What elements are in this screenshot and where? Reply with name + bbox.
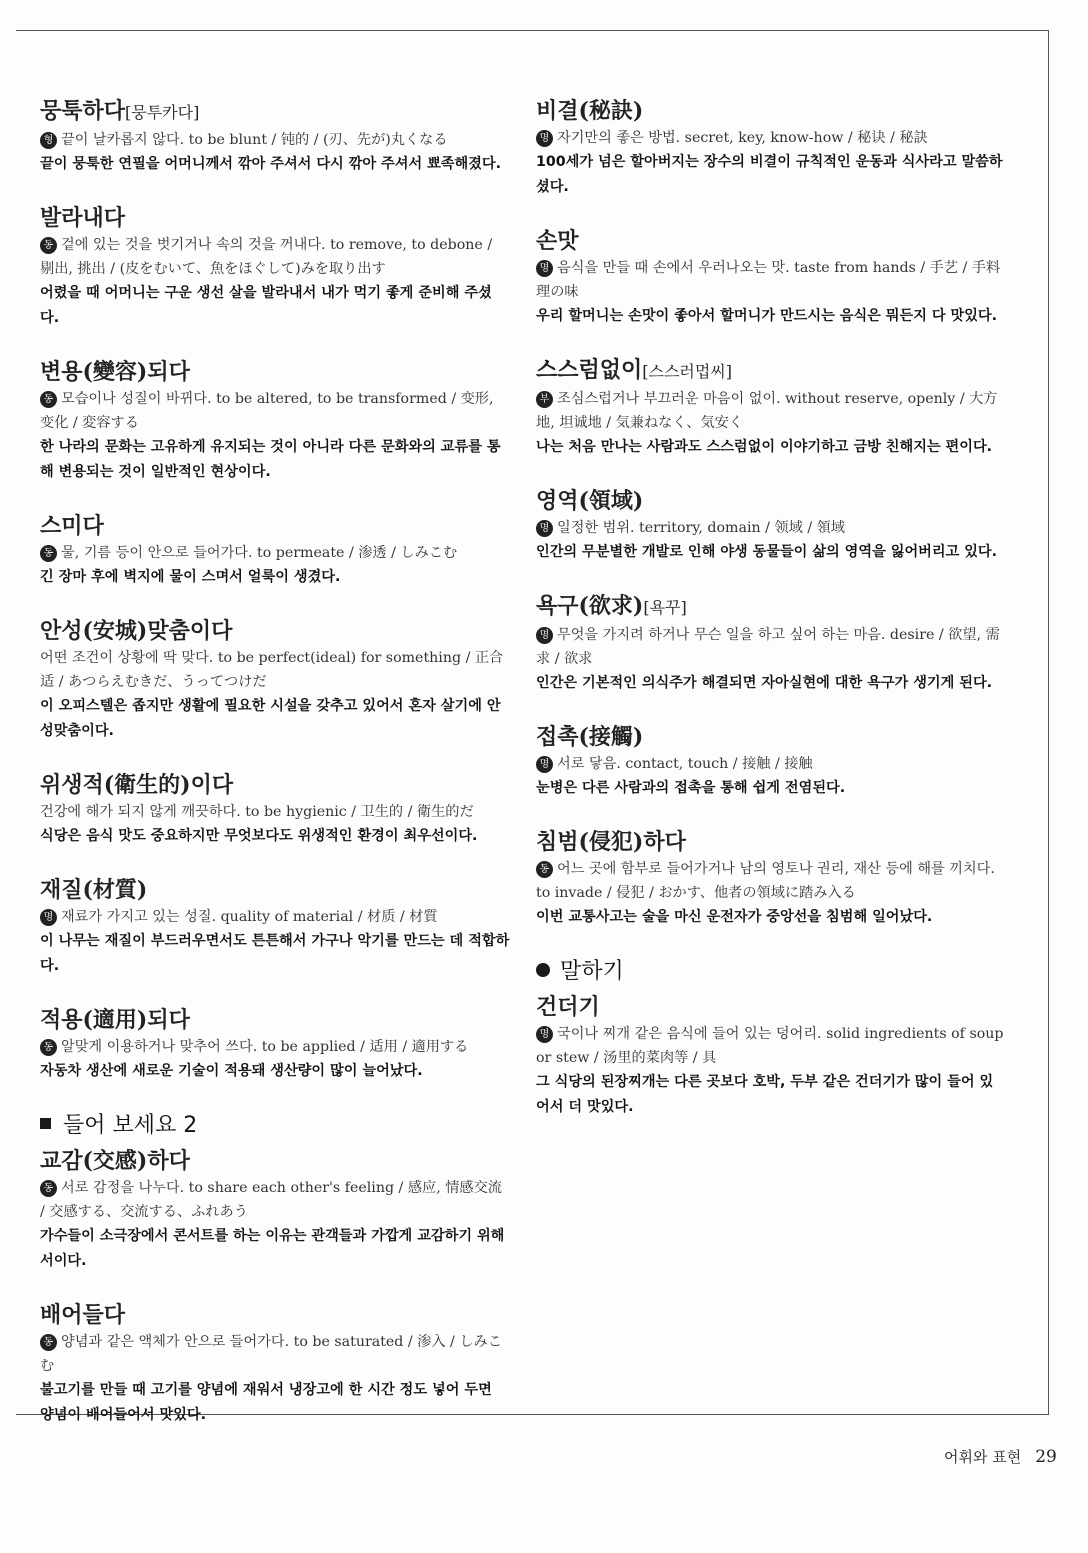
entry-definition <box>536 126 1006 150</box>
vocab-entry <box>536 96 1006 200</box>
entry-headword <box>536 96 1006 126</box>
entry-headword <box>40 1005 510 1035</box>
page-footer <box>944 1446 1057 1467</box>
example-sentence: 가수들이 소극장에서 콘서트를 하는 이유는 관객들과 가깝게 교감하기 위해서이다. <box>40 1228 505 1269</box>
right-rule <box>1048 30 1049 1415</box>
top-rule <box>16 30 1049 31</box>
headword-text: 비결(秘訣) <box>536 98 644 124</box>
entry-definition <box>40 800 510 824</box>
headword-text: 재질(材質) <box>40 877 148 903</box>
example-sentence: 눈병은 다른 사람과의 접촉을 통해 쉽게 전염된다. <box>536 780 846 796</box>
vocab-entry <box>536 486 1006 565</box>
example-sentence: 이 오피스텔은 좁지만 생활에 필요한 시설을 갖추고 있어서 혼자 살기에 안성맞춤이다. <box>40 698 501 739</box>
entry-definition <box>536 516 1006 540</box>
entry-definition <box>536 1022 1006 1070</box>
entry-definition <box>40 646 510 694</box>
part-of-speech-badge: 동 <box>40 1180 57 1197</box>
headword-text: 욕구(欲求) <box>536 593 644 619</box>
listen-2-entry-list <box>40 1146 510 1428</box>
part-of-speech-badge: 명 <box>536 627 553 644</box>
vocab-entry <box>40 770 510 849</box>
example-sentence: 이번 교통사고는 술을 마신 운전자가 중앙선을 침범해 일어났다. <box>536 909 933 925</box>
entry-headword <box>40 875 510 905</box>
vocab-entry <box>536 591 1006 696</box>
definition-text: 국이나 찌개 같은 음식에 들어 있는 덩어리. solid ingredients of soup or stew / 汤里的菜肉等 / 具 <box>536 1026 1004 1066</box>
entry-definition <box>40 1176 510 1224</box>
definition-text: 겉에 있는 것을 벗기거나 속의 것을 꺼내다. to remove, to debone / 剔出, 挑出 / (皮をむいて、魚をほぐして)みを取り出す <box>40 237 493 277</box>
vocab-entry <box>536 355 1006 460</box>
headword-text: 안성(安城)맞춤이다 <box>40 618 233 644</box>
part-of-speech-badge: 형 <box>40 132 57 149</box>
entry-headword <box>40 511 510 541</box>
entry-headword <box>40 96 510 128</box>
headword-text: 교감(交感)하다 <box>40 1148 190 1174</box>
example-sentence: 긴 장마 후에 벽지에 물이 스며서 얼룩이 생겼다. <box>40 569 341 585</box>
speaking-entry-list <box>536 992 1006 1120</box>
circle-bullet-icon <box>536 963 550 977</box>
vocab-entry <box>536 992 1006 1120</box>
footer-section-label: 어휘와 표현 <box>944 1448 1022 1466</box>
entry-definition <box>40 905 510 929</box>
part-of-speech-badge: 명 <box>536 130 553 147</box>
example-sentence: 자동차 생산에 새로운 기술이 적용돼 생산량이 많이 늘어났다. <box>40 1063 423 1079</box>
definition-text: 음식을 만들 때 손에서 우러나오는 맛. taste from hands / 手艺 / 手料理の味 <box>536 260 1001 300</box>
example-sentence: 인간은 기본적인 의식주가 해결되면 자아실현에 대한 욕구가 생기게 된다. <box>536 675 993 691</box>
definition-text: 어떤 조건이 상황에 딱 맞다. to be perfect(ideal) for something / 正合适 / あつらえむきだ、うってつけだ <box>40 650 504 690</box>
example-sentence: 이 나무는 재질이 부드러우면서도 튼튼해서 가구나 악기를 만드는 데 적합하다. <box>40 933 510 974</box>
vocab-entry <box>40 357 510 485</box>
part-of-speech-badge: 동 <box>40 237 57 254</box>
definition-text: 건강에 해가 되지 않게 깨끗하다. to be hygienic / 卫生的 / 衛生的だ <box>40 804 474 820</box>
headword-text: 뭉툭하다 <box>40 98 126 124</box>
section-heading-speaking: 말하기 <box>536 956 1006 988</box>
definition-text: 조심스럽거나 부끄러운 마음이 없이. without reserve, openly / 大方地, 坦诚地 / 気兼ねなく、気安く <box>536 391 998 431</box>
definition-text: 모습이나 성질이 바뀌다. to be altered, to be transformed / 变形, 变化 / 変容する <box>40 391 494 431</box>
right-entry-list <box>536 96 1006 930</box>
vocab-entry <box>40 875 510 979</box>
entry-headword <box>40 616 510 646</box>
vocab-entry <box>536 722 1006 801</box>
pronunciation: [욕꾸] <box>643 598 687 617</box>
entry-headword <box>40 1300 510 1330</box>
entry-headword <box>536 722 1006 752</box>
section-heading-listen-2: 들어 보세요 2 <box>40 1110 510 1142</box>
example-sentence: 어렸을 때 어머니는 구운 생선 살을 발라내서 내가 먹기 좋게 준비해 주셨다. <box>40 285 492 326</box>
pronunciation: [스스러멉씨] <box>642 362 733 381</box>
vocab-entry <box>40 1300 510 1428</box>
entry-headword <box>536 486 1006 516</box>
headword-text: 발라내다 <box>40 205 126 231</box>
entry-headword <box>536 992 1006 1022</box>
part-of-speech-badge: 동 <box>40 1039 57 1056</box>
part-of-speech-badge: 동 <box>40 391 57 408</box>
left-column <box>40 96 510 1454</box>
headword-text: 위생적(衛生的)이다 <box>40 772 234 798</box>
vocab-entry <box>536 827 1006 930</box>
entry-definition <box>536 256 1006 304</box>
entry-headword <box>40 203 510 233</box>
entry-definition <box>40 1330 510 1378</box>
pronunciation: [뭉투카다] <box>125 103 200 122</box>
entry-definition <box>536 387 1006 435</box>
definition-text: 끝이 날카롭지 않다. to be blunt / 钝的 / (刃、先が)丸くなる <box>61 132 448 148</box>
entry-headword <box>536 226 1006 256</box>
example-sentence: 끝이 뭉툭한 연필을 어머니께서 깎아 주셔서 다시 깎아 주셔서 뾰족해졌다. <box>40 156 501 172</box>
example-sentence: 그 식당의 된장찌개는 다른 곳보다 호박, 두부 같은 건더기가 많이 들어 있어서 더 맛있다. <box>536 1074 994 1115</box>
vocab-entry <box>40 1005 510 1084</box>
part-of-speech-badge: 명 <box>536 1026 553 1043</box>
definition-text: 무엇을 가지려 하거나 무슨 일을 하고 싶어 하는 마음. desire / 欲望, 需求 / 欲求 <box>536 627 1000 667</box>
example-sentence: 나는 처음 만나는 사람과도 스스럼없이 이야기하고 금방 친해지는 편이다. <box>536 439 993 455</box>
headword-text: 스스럼없이 <box>536 357 643 383</box>
definition-text: 물, 기름 등이 안으로 들어가다. to permeate / 渗透 / しみこむ <box>61 545 458 561</box>
entry-definition <box>40 541 510 565</box>
vocab-entry <box>40 1146 510 1274</box>
headword-text: 침범(侵犯)하다 <box>536 829 686 855</box>
vocab-entry <box>40 96 510 177</box>
headword-text: 건더기 <box>536 994 600 1020</box>
headword-text: 스미다 <box>40 513 104 539</box>
headword-text: 영역(領域) <box>536 488 644 514</box>
entry-definition <box>40 128 510 152</box>
vocab-entry <box>40 616 510 744</box>
part-of-speech-badge: 부 <box>536 391 553 408</box>
entry-headword <box>40 770 510 800</box>
part-of-speech-badge: 동 <box>40 1334 57 1351</box>
entry-definition <box>40 387 510 435</box>
definition-text: 서로 감정을 나누다. to share each other's feeling / 感应, 情感交流 / 交感する、交流する、ふれあう <box>40 1180 502 1220</box>
vocab-entry <box>40 511 510 590</box>
definition-text: 자기만의 좋은 방법. secret, key, know-how / 秘诀 / 秘訣 <box>557 130 928 146</box>
headword-text: 배어들다 <box>40 1302 126 1328</box>
headword-text: 변용(變容)되다 <box>40 359 190 385</box>
definition-text: 알맞게 이용하거나 맞추어 쓰다. to be applied / 适用 / 適用する <box>61 1039 469 1055</box>
part-of-speech-badge: 명 <box>40 909 57 926</box>
part-of-speech-badge: 명 <box>536 260 553 277</box>
entry-definition <box>40 233 510 281</box>
definition-text: 일정한 범위. territory, domain / 领域 / 領域 <box>557 520 845 536</box>
part-of-speech-badge: 동 <box>40 545 57 562</box>
definition-text: 양념과 같은 액체가 안으로 들어가다. to be saturated / 渗入 / しみこむ <box>40 1334 502 1374</box>
part-of-speech-badge: 명 <box>536 756 553 773</box>
entry-headword <box>536 827 1006 857</box>
headword-text: 적용(適用)되다 <box>40 1007 190 1033</box>
left-entry-list <box>40 96 510 1084</box>
vocab-entry <box>40 203 510 331</box>
entry-definition <box>40 1035 510 1059</box>
part-of-speech-badge: 명 <box>536 520 553 537</box>
part-of-speech-badge: 동 <box>536 861 553 878</box>
entry-definition <box>536 857 1006 905</box>
headword-text: 손맛 <box>536 228 579 254</box>
example-sentence: 인간의 무분별한 개발로 인해 야생 동물들이 삶의 영역을 잃어버리고 있다. <box>536 544 997 560</box>
entry-definition <box>536 623 1006 671</box>
example-sentence: 불고기를 만들 때 고기를 양념에 재워서 냉장고에 한 시간 정도 넣어 두면 양념이 배어들어서 맛있다. <box>40 1382 492 1423</box>
example-sentence: 100세가 넘은 할아버지는 장수의 비결이 규칙적인 운동과 식사라고 말씀하셨다. <box>536 154 1003 195</box>
example-sentence: 우리 할머니는 손맛이 좋아서 할머니가 만드시는 음식은 뭐든지 다 맛있다. <box>536 308 997 324</box>
definition-text: 재료가 가지고 있는 성질. quality of material / 材质 / 材質 <box>61 909 438 925</box>
right-column <box>536 96 1006 1146</box>
entry-headword <box>40 1146 510 1176</box>
page-number: 29 <box>1035 1447 1057 1467</box>
headword-text: 접촉(接觸) <box>536 724 644 750</box>
example-sentence: 한 나라의 문화는 고유하게 유지되는 것이 아니라 다른 문화와의 교류를 통해 변용되는 것이 일반적인 현상이다. <box>40 439 501 480</box>
vocab-entry <box>536 226 1006 329</box>
definition-text: 어느 곳에 함부로 들어가거나 남의 영토나 권리, 재산 등에 해를 끼치다. to invade / 侵犯 / おかす、他者の領域に踏み入る <box>536 861 995 901</box>
entry-definition <box>536 752 1006 776</box>
definition-text: 서로 닿음. contact, touch / 接触 / 接触 <box>557 756 813 772</box>
entry-headword <box>536 355 1006 387</box>
example-sentence: 식당은 음식 맛도 중요하지만 무엇보다도 위생적인 환경이 최우선이다. <box>40 828 478 844</box>
entry-headword <box>40 357 510 387</box>
entry-headword <box>536 591 1006 623</box>
square-bullet-icon <box>40 1118 51 1129</box>
